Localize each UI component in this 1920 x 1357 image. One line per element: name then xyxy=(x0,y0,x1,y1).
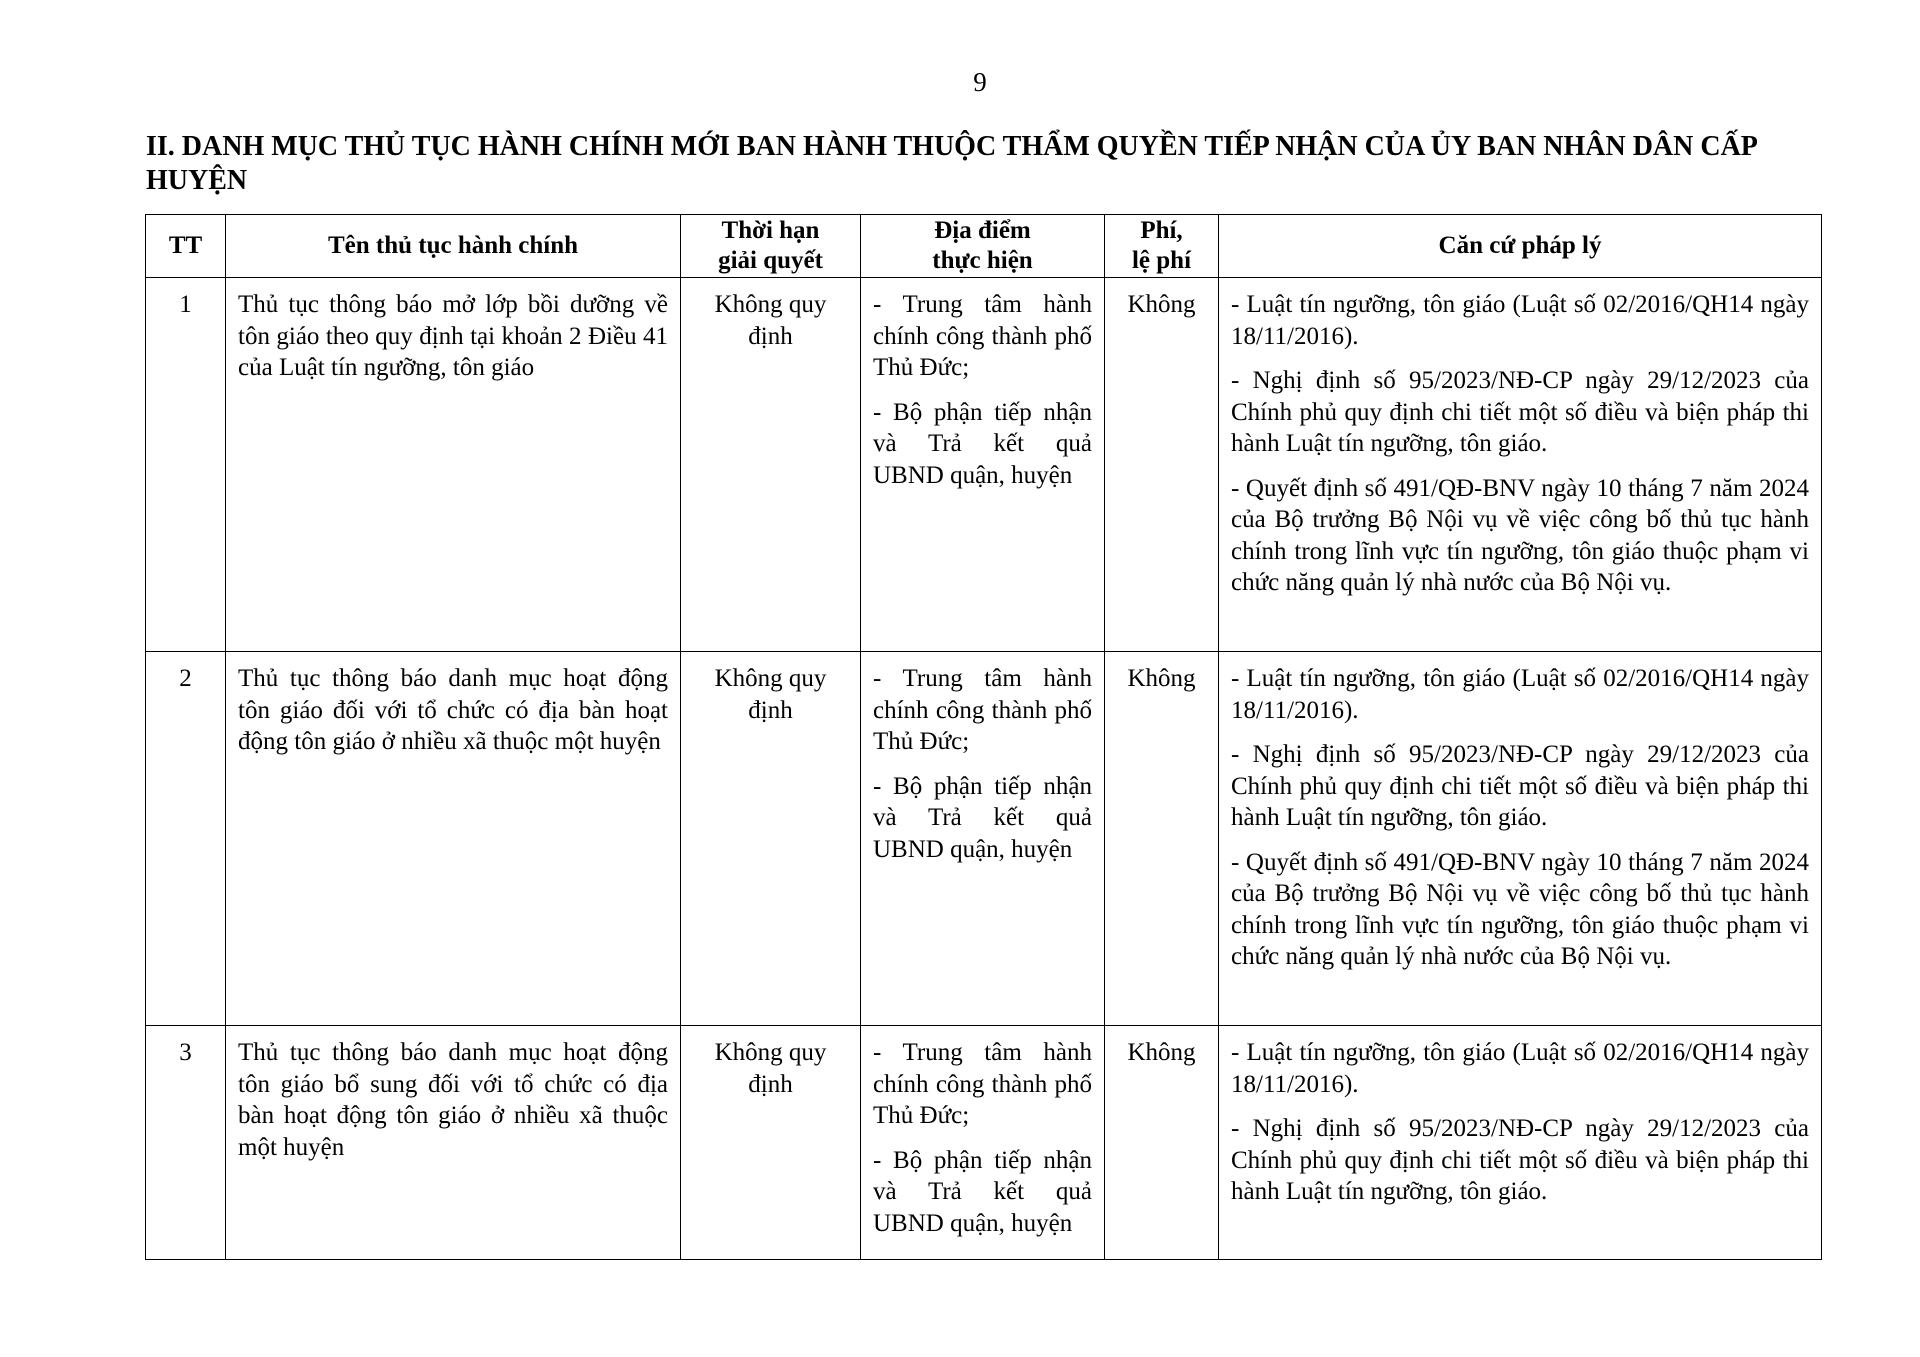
row-number: 1 xyxy=(146,278,226,652)
location-item: - Trung tâm hành chính công thành phố Thủ Đức; xyxy=(873,665,1092,755)
header-legal-basis: Căn cứ pháp lý xyxy=(1219,215,1822,278)
header-tt: TT xyxy=(146,215,226,278)
location xyxy=(861,652,1105,1026)
procedure-table xyxy=(145,214,1822,1260)
location-item: - Trung tâm hành chính công thành phố Thủ Đức; xyxy=(873,291,1092,381)
fee: Không xyxy=(1105,652,1219,1026)
location-item: - Bộ phận tiếp nhận và Trả kết quả UBND quận, huyện xyxy=(873,772,1092,863)
header-location-line-2: thực hiện xyxy=(932,247,1033,274)
row-number: 2 xyxy=(146,652,226,1026)
legal-basis-item: - Quyết định số 491/QĐ-BNV ngày 10 tháng 7 năm 2024 của Bộ trưởng Bộ Nội vụ về việc công bố thủ tục hành chính trong lĩnh vực tín ngưỡng, tôn giáo thuộc phạm vi chức năng quản lý nhà nước của Bộ Nội vụ. xyxy=(1231,474,1809,596)
header-processing-time-line-2: giải quyết xyxy=(718,247,823,274)
header-procedure-name: Tên thủ tục hành chính xyxy=(226,215,681,278)
header-fee-line-2: lệ phí xyxy=(1131,247,1192,274)
row-number: 3 xyxy=(146,1026,226,1260)
procedure-name: Thủ tục thông báo danh mục hoạt động tôn giáo bổ sung đối với tổ chức có địa bàn hoạt động tôn giáo ở nhiều xã thuộc một huyện xyxy=(226,1026,681,1260)
processing-time: Không quy định xyxy=(681,652,861,1026)
fee: Không xyxy=(1105,278,1219,652)
procedure-name: Thủ tục thông báo danh mục hoạt động tôn giáo đối với tổ chức có địa bàn hoạt động tôn giáo ở nhiều xã thuộc một huyện xyxy=(226,652,681,1026)
location-item: - Bộ phận tiếp nhận và Trả kết quả UBND quận, huyện xyxy=(873,398,1092,489)
legal-basis-item: - Quyết định số 491/QĐ-BNV ngày 10 tháng 7 năm 2024 của Bộ trưởng Bộ Nội vụ về việc công bố thủ tục hành chính trong lĩnh vực tín ngưỡng, tôn giáo thuộc phạm vi chức năng quản lý nhà nước của Bộ Nội vụ. xyxy=(1231,848,1809,970)
table-row xyxy=(146,278,1822,652)
legal-basis-item: - Nghị định số 95/2023/NĐ-CP ngày 29/12/2023 của Chính phủ quy định chi tiết một số điều và biện pháp thi hành Luật tín ngưỡng, tôn giáo. xyxy=(1231,1115,1809,1205)
header-location-line-1: Địa điểm xyxy=(934,217,1031,244)
legal-basis xyxy=(1219,278,1822,652)
procedure-name: Thủ tục thông báo mở lớp bồi dưỡng về tôn giáo theo quy định tại khoản 2 Điều 41 của Luật tín ngưỡng, tôn giáo xyxy=(226,278,681,652)
fee: Không xyxy=(1105,1026,1219,1260)
location-item: - Bộ phận tiếp nhận và Trả kết quả UBND quận, huyện xyxy=(873,1146,1092,1237)
page-number: 9 xyxy=(973,67,987,97)
legal-basis-item: - Nghị định số 95/2023/NĐ-CP ngày 29/12/2023 của Chính phủ quy định chi tiết một số điều và biện pháp thi hành Luật tín ngưỡng, tôn giáo. xyxy=(1231,741,1809,831)
location xyxy=(861,278,1105,652)
location xyxy=(861,1026,1105,1260)
legal-basis xyxy=(1219,1026,1822,1260)
legal-basis-item: - Luật tín ngưỡng, tôn giáo (Luật số 02/2016/QH14 ngày 18/11/2016). xyxy=(1231,1039,1809,1098)
legal-basis xyxy=(1219,652,1822,1026)
location-item: - Trung tâm hành chính công thành phố Thủ Đức; xyxy=(873,1039,1092,1129)
legal-basis-item: - Luật tín ngưỡng, tôn giáo (Luật số 02/2016/QH14 ngày 18/11/2016). xyxy=(1231,665,1809,724)
table-row xyxy=(146,1026,1822,1260)
processing-time: Không quy định xyxy=(681,278,861,652)
header-processing-time-line-1: Thời hạn xyxy=(721,217,820,244)
header-fee xyxy=(1105,215,1219,278)
legal-basis-item: - Luật tín ngưỡng, tôn giáo (Luật số 02/2016/QH14 ngày 18/11/2016). xyxy=(1231,291,1809,350)
table-header-row xyxy=(146,215,1822,278)
legal-basis-item: - Nghị định số 95/2023/NĐ-CP ngày 29/12/2023 của Chính phủ quy định chi tiết một số điều và biện pháp thi hành Luật tín ngưỡng, tôn giáo. xyxy=(1231,367,1809,457)
header-processing-time xyxy=(681,215,861,278)
table-row xyxy=(146,652,1822,1026)
header-fee-line-1: Phí, xyxy=(1140,217,1183,244)
header-location xyxy=(861,215,1105,278)
processing-time: Không quy định xyxy=(681,1026,861,1260)
section-title: II. DANH MỤC THỦ TỤC HÀNH CHÍNH MỚI BAN HÀNH THUỘC THẨM QUYỀN TIẾP NHẬN CỦA ỦY BAN NHÂN DÂN CẤP HUYỆN xyxy=(146,131,1757,196)
